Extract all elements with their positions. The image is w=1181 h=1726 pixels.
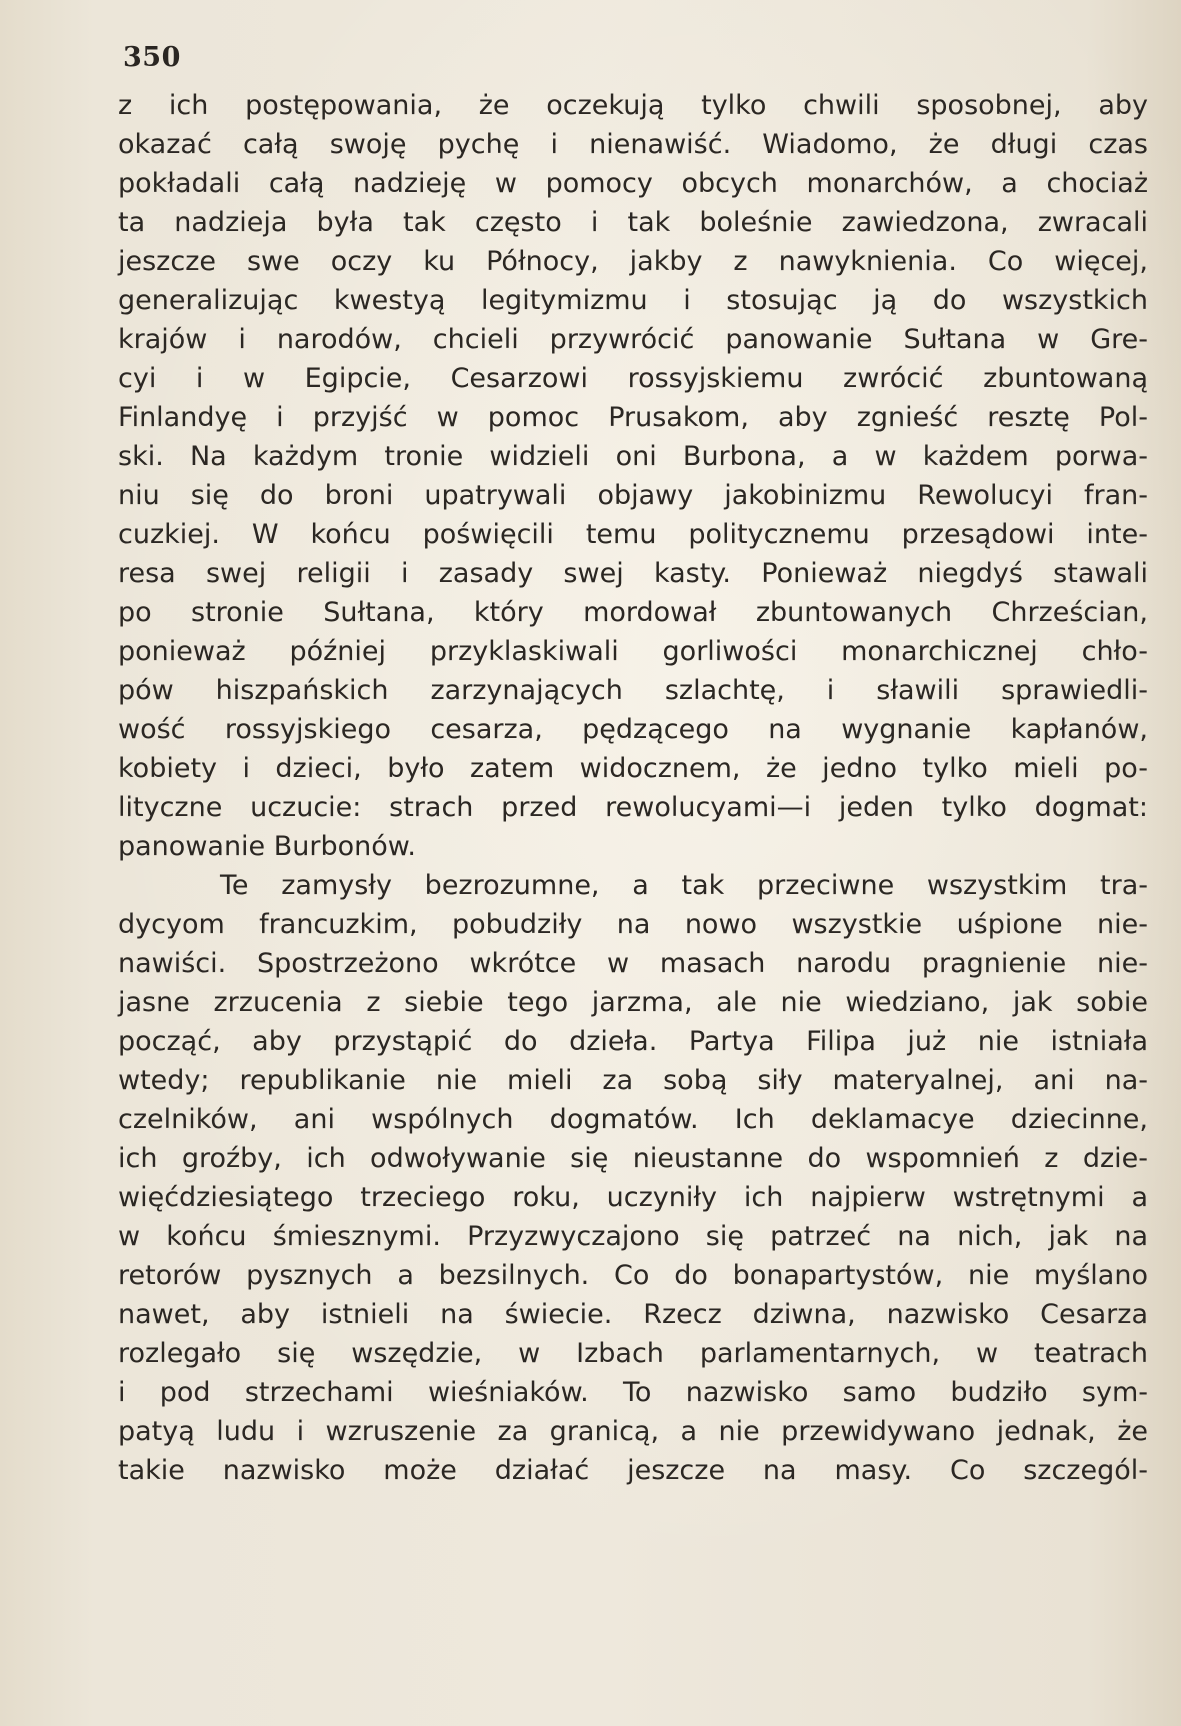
text-line: nawiści. Spostrzeżono wkrótce w masach narodu pragnienie nie- [118,948,1148,979]
text-line: czelników, ani wspólnych dogmatów. Ich deklamacye dziecinne, [118,1104,1148,1135]
body-text [118,86,1148,1490]
text-line: resa swej religii i zasady swej kasty. Ponieważ niegdyś stawali [118,558,1148,589]
text-line: krajów i narodów, chcieli przywrócić panowanie Sułtana w Gre- [118,324,1148,355]
text-line: niu się do broni upatrywali objawy jakobinizmu Rewolucyi fran- [118,480,1148,511]
paragraph-end-line: panowanie Burbonów. [118,831,416,862]
paragraph-first-line: Te zamysły bezrozumne, a tak przeciwne wszystkim tra- [220,870,1148,901]
text-line: w końcu śmiesznymi. Przyzwyczajono się patrzeć na nich, jak na [118,1221,1148,1252]
text-line: począć, aby przystąpić do dzieła. Partya Filipa już nie istniała [118,1026,1148,1057]
text-line: retorów pysznych a bezsilnych. Co do bonapartystów, nie myślano [118,1260,1148,1291]
text-line: cuzkiej. W końcu poświęcili temu politycznemu przesądowi inte- [118,519,1148,550]
text-line: wość rossyjskiego cesarza, pędzącego na wygnanie kapłanów, [118,714,1148,745]
text-line: okazać całą swoję pychę i nienawiść. Wiadomo, że długi czas [118,129,1148,160]
text-line: nawet, aby istnieli na świecie. Rzecz dziwna, nazwisko Cesarza [118,1299,1148,1330]
text-line: i pod strzechami wieśniaków. To nazwisko samo budziło sym- [118,1377,1148,1408]
text-line: pów hiszpańskich zarzynających szlachtę, i sławili sprawiedli- [118,675,1148,706]
text-line: patyą ludu i wzruszenie za granicą, a nie przewidywano jednak, że [118,1416,1148,1447]
text-line: rozlegało się wszędzie, w Izbach parlamentarnych, w teatrach [118,1338,1148,1369]
text-line: lityczne uczucie: strach przed rewolucyami—i jeden tylko dogmat: [118,792,1148,823]
text-line: po stronie Sułtana, który mordował zbuntowanych Chrześcian, [118,597,1148,628]
text-line: jeszcze swe oczy ku Północy, jakby z nawyknienia. Co więcej, [118,246,1148,277]
text-line: pokładali całą nadzieję w pomocy obcych monarchów, a chociaż [118,168,1148,199]
text-line: dycyom francuzkim, pobudziły na nowo wszystkie uśpione nie- [118,909,1148,940]
text-line: ich groźby, ich odwoływanie się nieustanne do wspomnień z dzie- [118,1143,1148,1174]
text-line: jasne zrzucenia z siebie tego jarzma, ale nie wiedziano, jak sobie [118,987,1148,1018]
text-line: z ich postępowania, że oczekują tylko chwili sposobnej, aby [118,90,1148,121]
page-number: 350 [123,42,181,73]
text-line: ponieważ później przyklaskiwali gorliwości monarchicznej chło- [118,636,1148,667]
text-line: generalizując kwestyą legitymizmu i stosując ją do wszystkich [118,285,1148,316]
text-line: więćdziesiątego trzeciego roku, uczyniły ich najpierw wstrętnymi a [118,1182,1148,1213]
text-line: ta nadzieja była tak często i tak boleśnie zawiedzona, zwracali [118,207,1148,238]
text-line: wtedy; republikanie nie mieli za sobą siły materyalnej, ani na- [118,1065,1148,1096]
text-line: ski. Na każdym tronie widzieli oni Burbona, a w każdem porwa- [118,441,1148,472]
text-line: takie nazwisko może działać jeszcze na masy. Co szczegól- [118,1455,1148,1486]
text-line: Finlandyę i przyjść w pomoc Prusakom, aby zgnieść resztę Pol- [118,402,1148,433]
text-line: cyi i w Egipcie, Cesarzowi rossyjskiemu zwrócić zbuntowaną [118,363,1148,394]
text-line: kobiety i dzieci, było zatem widocznem, że jedno tylko mieli po- [118,753,1148,784]
